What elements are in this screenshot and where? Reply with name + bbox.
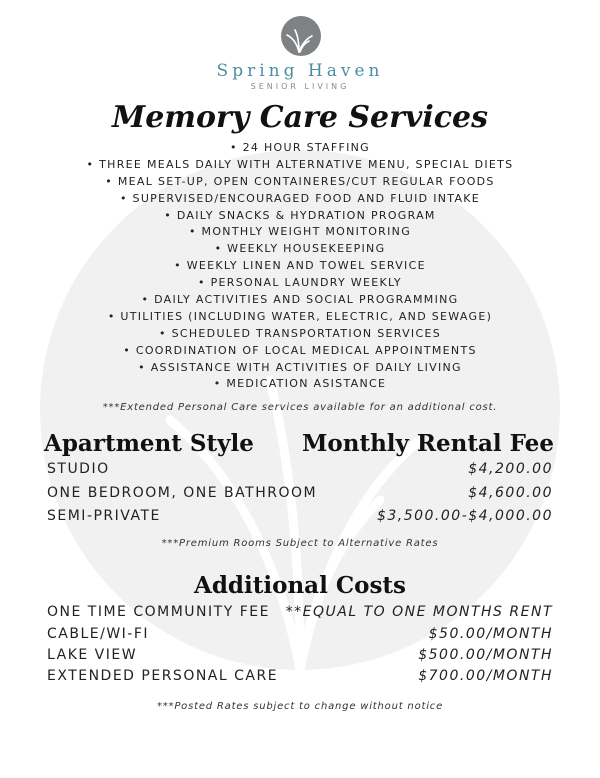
service-item: • UTILITIES (INCLUDING WATER, ELECTRIC, AND SEWAGE) xyxy=(107,309,493,323)
services-list xyxy=(0,140,600,393)
service-item: • COORDINATION OF LOCAL MEDICAL APPOINTMENTS xyxy=(123,343,477,357)
apartment-style-heading: Apartment Style xyxy=(44,430,254,457)
services-note: ***Extended Personal Care services available for an additional cost. xyxy=(102,402,498,413)
service-item: • SCHEDULED TRANSPORTATION SERVICES xyxy=(159,326,441,340)
cost-price: **EQUAL TO ONE MONTHS RENT xyxy=(285,604,553,620)
cost-label: CABLE/WI-FI xyxy=(47,626,150,642)
apartment-price: $4,600.00 xyxy=(468,485,553,501)
apartment-price: $3,500.00-$4,000.00 xyxy=(376,508,553,524)
cost-row xyxy=(47,604,553,620)
cost-label: ONE TIME COMMUNITY FEE xyxy=(47,604,270,620)
spring-haven-logo-icon xyxy=(281,16,321,56)
cost-label: EXTENDED PERSONAL CARE xyxy=(47,668,279,684)
cost-price: $500.00/MONTH xyxy=(418,647,553,663)
page-title: Memory Care Services xyxy=(111,100,488,135)
service-item: • WEEKLY LINEN AND TOWEL SERVICE xyxy=(174,259,426,273)
service-item: • PERSONAL LAUNDRY WEEKLY xyxy=(198,276,402,290)
cost-row xyxy=(47,647,553,663)
additional-costs-heading: Additional Costs xyxy=(194,572,406,599)
rates-note: ***Posted Rates subject to change without notice xyxy=(156,701,444,712)
apartment-row xyxy=(47,461,553,477)
apartment-price: $4,200.00 xyxy=(468,461,553,477)
service-item: • WEEKLY HOUSEKEEPING xyxy=(214,242,386,256)
apartment-label: STUDIO xyxy=(47,461,110,477)
apartments-note: ***Premium Rooms Subject to Alternative Rates xyxy=(161,538,439,549)
cost-label: LAKE VIEW xyxy=(47,647,138,663)
service-item: • MEAL SET-UP, OPEN CONTAINERES/CUT REGULAR FOODS xyxy=(105,174,495,188)
cost-price: $700.00/MONTH xyxy=(418,668,553,684)
service-item: • 24 HOUR STAFFING xyxy=(229,141,371,154)
service-item: • SUPERVISED/ENCOURAGED FOOD AND FLUID INTAKE xyxy=(119,191,481,205)
service-item: • ASSISTANCE WITH ACTIVITIES OF DAILY LIVING xyxy=(138,360,462,374)
service-item: • DAILY SNACKS & HYDRATION PROGRAM xyxy=(164,208,436,222)
apartment-row xyxy=(47,485,553,501)
apartment-row xyxy=(47,508,553,524)
brand-tagline: SENIOR LIVING xyxy=(250,82,350,91)
cost-price: $50.00/MONTH xyxy=(428,626,553,642)
service-item: • THREE MEALS DAILY WITH ALTERNATIVE MENU, SPECIAL DIETS xyxy=(86,157,514,171)
brand-name: Spring Haven xyxy=(216,61,384,81)
service-item: • DAILY ACTIVITIES AND SOCIAL PROGRAMMING xyxy=(141,293,459,307)
service-item: • MEDICATION ASISTANCE xyxy=(213,377,387,391)
cost-row xyxy=(47,626,553,642)
service-item: • MONTHLY WEIGHT MONITORING xyxy=(188,225,412,239)
monthly-rental-fee-heading: Monthly Rental Fee xyxy=(301,430,554,457)
apartment-label: ONE BEDROOM, ONE BATHROOM xyxy=(47,485,318,501)
cost-row xyxy=(47,668,553,684)
apartment-label: SEMI-PRIVATE xyxy=(47,508,161,524)
